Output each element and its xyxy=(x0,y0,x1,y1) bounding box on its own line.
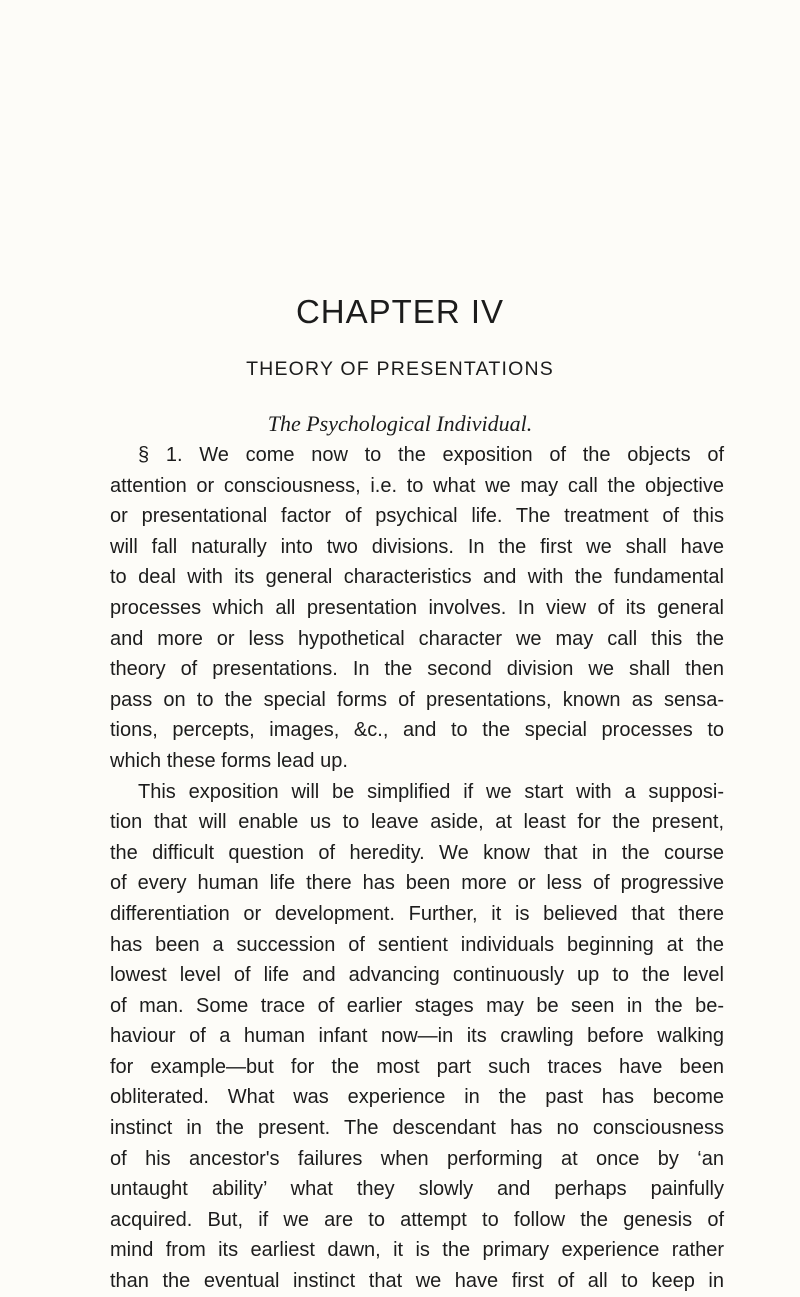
text-line: § 1. We come now to the exposition of the objects of xyxy=(138,444,724,466)
text-line: theory of presentations. In the second division we shall then xyxy=(110,658,724,681)
text-line: for example—but for the most part such traces have been xyxy=(110,1055,724,1078)
text-line: mind from its earliest dawn, it is the primary experience rather xyxy=(110,1239,724,1262)
text-line: pass on to the special forms of presentations, known as sensa- xyxy=(110,688,724,711)
text-line: tions, percepts, images, &c., and to the special processes to xyxy=(110,719,724,742)
chapter-title: THEORY OF PRESENTATIONS xyxy=(246,358,554,380)
text-line: tion that will enable us to leave aside, at least for the present, xyxy=(110,811,724,834)
text-line: of his ancestor's failures when performing at once by ‘an xyxy=(110,1147,724,1170)
text-line: which these forms lead up. xyxy=(110,749,348,772)
chapter-number: CHAPTER IV xyxy=(295,293,505,330)
text-line: This exposition will be simplified if we start with a supposi- xyxy=(138,780,724,803)
text-line: processes which all presentation involves. In view of its general xyxy=(110,596,724,619)
text-line: of man. Some trace of earlier stages may be seen in the be- xyxy=(110,994,724,1017)
text-line: obliterated. What was experience in the past has become xyxy=(110,1086,724,1109)
text-line: to deal with its general characteristics and with the fundamental xyxy=(110,566,724,589)
body-text xyxy=(110,440,724,1297)
text-line: haviour of a human infant now—in its crawling before walking xyxy=(110,1025,724,1048)
section-heading: The Psychological Individual. xyxy=(267,411,533,436)
text-line: will fall naturally into two divisions. In the first we shall have xyxy=(110,535,724,558)
text-line: has been a succession of sentient individuals beginning at the xyxy=(110,933,724,956)
text-line: the difficult question of heredity. We know that in the course xyxy=(110,841,724,864)
text-line: of every human life there has been more or less of progressive xyxy=(110,872,724,895)
text-line: attention or consciousness, i.e. to what we may call the objective xyxy=(110,474,724,497)
text-line: acquired. But, if we are to attempt to follow the genesis of xyxy=(110,1208,724,1231)
text-line: than the eventual instinct that we have first of all to keep in xyxy=(110,1270,724,1293)
text-line: untaught ability’ what they slowly and perhaps painfully xyxy=(110,1178,724,1201)
text-line: and more or less hypothetical character we may call this the xyxy=(110,627,724,650)
text-line: lowest level of life and advancing continuously up to the level xyxy=(110,964,724,987)
text-line: differentiation or development. Further, it is believed that there xyxy=(110,902,724,925)
text-line: or presentational factor of psychical life. The treatment of this xyxy=(110,505,724,528)
text-line: instinct in the present. The descendant has no consciousness xyxy=(110,1117,724,1140)
